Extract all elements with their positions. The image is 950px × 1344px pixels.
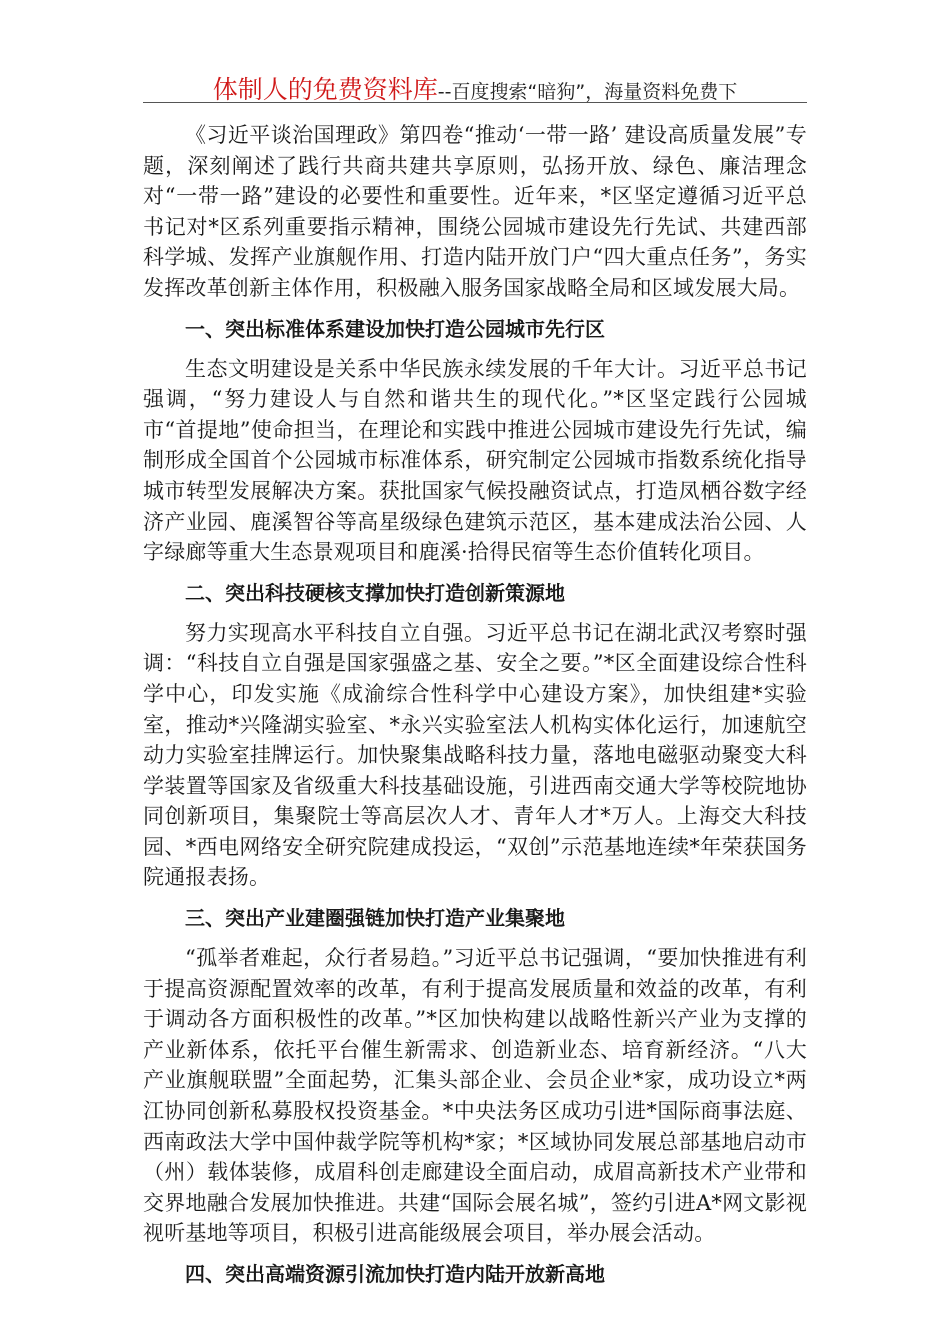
header-brand: 体制人的免费资料库: [212, 75, 438, 104]
section-paragraph-1: 生态文明建设是关系中华民族永续发展的千年大计。习近平总书记强调，“努力建设人与自然和谐共生的现代化。”*区坚定践行公园城市“首提地”使命担当，在理论和实践中推进公园城市建设先行先试，编制形成全国首个公园城市标准体系，研究制定公园城市指数系统化指导城市转型发展解决方案。获批国家气候投融资试点，打造凤栖谷数字经济产业园、鹿溪智谷等高星级绿色建筑示范区，基本建成法治公园、人字绿廊等重大生态景观项目和鹿溪·拾得民宿等生态价值转化项目。: [143, 356, 807, 565]
section-paragraph-3: “孤举者难起，众行者易趋。”习近平总书记强调，“要加快推进有利于提高资源配置效率的改革，有利于提高发展质量和效益的改革，有利于调动各方面积极性的改革。”*区加快构建以战略性新兴产业为支撑的产业新体系，依托平台催生新需求、创造新业态、培育新经济。“八大产业旗舰联盟”全面起势，汇集头部企业、会员企业*家，成功设立*两江协同创新私募股权投资基金。*中央法务区成功引进*国际商事法庭、西南政法大学中国仲裁学院等机构*家；*区域协同发展总部基地启动市（州）载体装修，成眉科创走廊建设全面启动，成眉高新技术产业带和交界地融合发展加快推进。共建“国际会展名城”，签约引进A*网文影视视听基地等项目，积极引进高能级展会项目，举办展会活动。: [143, 946, 807, 1246]
header-tagline: --百度搜索“暗狗”，海量资料免费下: [437, 81, 738, 103]
section-heading-2: 二、突出科技硬核支撑加快打造创新策源地: [185, 580, 565, 605]
section-heading-3: 三、突出产业建圈强链加快打造产业集聚地: [185, 906, 565, 931]
section-paragraph-2: 努力实现高水平科技自立自强。习近平总书记在湖北武汉考察时强调：“科技自立自强是国家强盛之基、安全之要。”*区全面建设综合性科学中心，印发实施《成渝综合性科学中心建设方案》，加快组建*实验室，推动*兴隆湖实验室、*永兴实验室法人机构实体化运行，加速航空动力实验室挂牌运行。加快聚集战略科技力量，落地电磁驱动聚变大科学装置等国家及省级重大科技基础设施，引进西南交通大学等校院地协同创新项目，集聚院士等高层次人才、青年人才*万人。上海交大科技园、*西电网络安全研究院建成投运，“双创”示范基地连续*年荣获国务院通报表扬。: [143, 620, 807, 890]
page-header: [143, 70, 807, 103]
document-body: [143, 120, 807, 1299]
section-heading-1: 一、突出标准体系建设加快打造公园城市先行区: [185, 316, 605, 341]
section-heading-4: 四、突出高端资源引流加快打造内陆开放新高地: [185, 1262, 605, 1286]
intro-paragraph: 《习近平谈治国理政》第四卷“推动‘一带一路’ 建设高质量发展”专题，深刻阐述了践行共商共建共享原则，弘扬开放、绿色、廉洁理念对“一带一路”建设的必要性和重要性。近年来，*区坚定遵循习近平总书记对*区系列重要指示精神，围绕公园城市建设先行先试、共建西部科学城、发挥产业旗舰作用、打造内陆开放门户“四大重点任务”，务实发挥改革创新主体作用，积极融入服务国家战略全局和区域发展大局。: [143, 123, 807, 300]
